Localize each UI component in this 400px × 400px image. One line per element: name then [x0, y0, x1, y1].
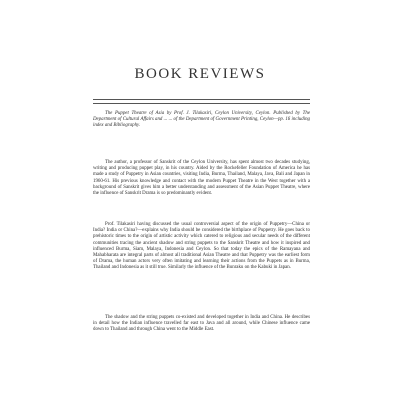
- heading-rule-top: [93, 99, 310, 100]
- heading-rule-bottom: [93, 103, 310, 104]
- page-heading: BOOK REVIEWS: [134, 66, 266, 82]
- review-paragraph-2: [93, 222, 310, 272]
- paragraph-text: The shadow and the string puppets co-existed and developed together in India and China. He describes in detail how the Indian influence travelled far east to Java and all around, while Chinese influence came down to Thailand and through China went to the Middle East.: [93, 315, 310, 333]
- citation-text: The Puppet Theatre of Asia by Prof. J. Tilakasiri, Ceylon University, Ceylon. Published by The Department of Cultural Affairs and ... ... of the Department of Government Printing, Ceylon—pp. 16 including index and Bibliography.: [93, 111, 310, 129]
- paragraph-text: Prof. Tilakasiri having discussed the usual controversial aspect of the origin of Puppetry—China or India? India or China?—explains why India should be considered the birthplace of Puppetry. He goes back to prehistoric times to the origin of artistic activity which catered to religious and secular needs of the different communities tracing the ancient shadow and string puppets to the Sanskrit Theatre and how it inspired and influenced Burma, Siam, Malaya, Indonesia and Ceylon. So that today the epics of the Ramayana and Mahabharata are integral parts of almost all traditional Asian Theatre and that Puppetry was the earliest form of Drama, the human actors very often imitating and learning their actions from the Puppets as in Burma, Thailand and Indonesia as it still true. Similarly the influence of the Bunraku on the Kabuki in Japan.: [93, 222, 310, 271]
- paragraph-text: The author, a professor of Sanskrit of the Ceylon University, has spent almost two decades studying, writing and producing puppet play, in his country. Aided by the Rockefeller Foundation of America he has made a study of Puppetry in Asian countries, visiting India, Burma, Thailand, Malaya, Java, Bali and Japan in 1960-61. His previous knowledge and contact with the modern Puppet Theatre in the West together with a background of Sanskrit gives him a better understanding and assessment of the Asian Puppet Theatre, where the influence of Sanskrit Drama is so predominantly evident.: [93, 160, 310, 197]
- review-paragraph-3: [93, 315, 310, 334]
- book-citation: [93, 111, 310, 130]
- review-paragraph-1: [93, 160, 310, 197]
